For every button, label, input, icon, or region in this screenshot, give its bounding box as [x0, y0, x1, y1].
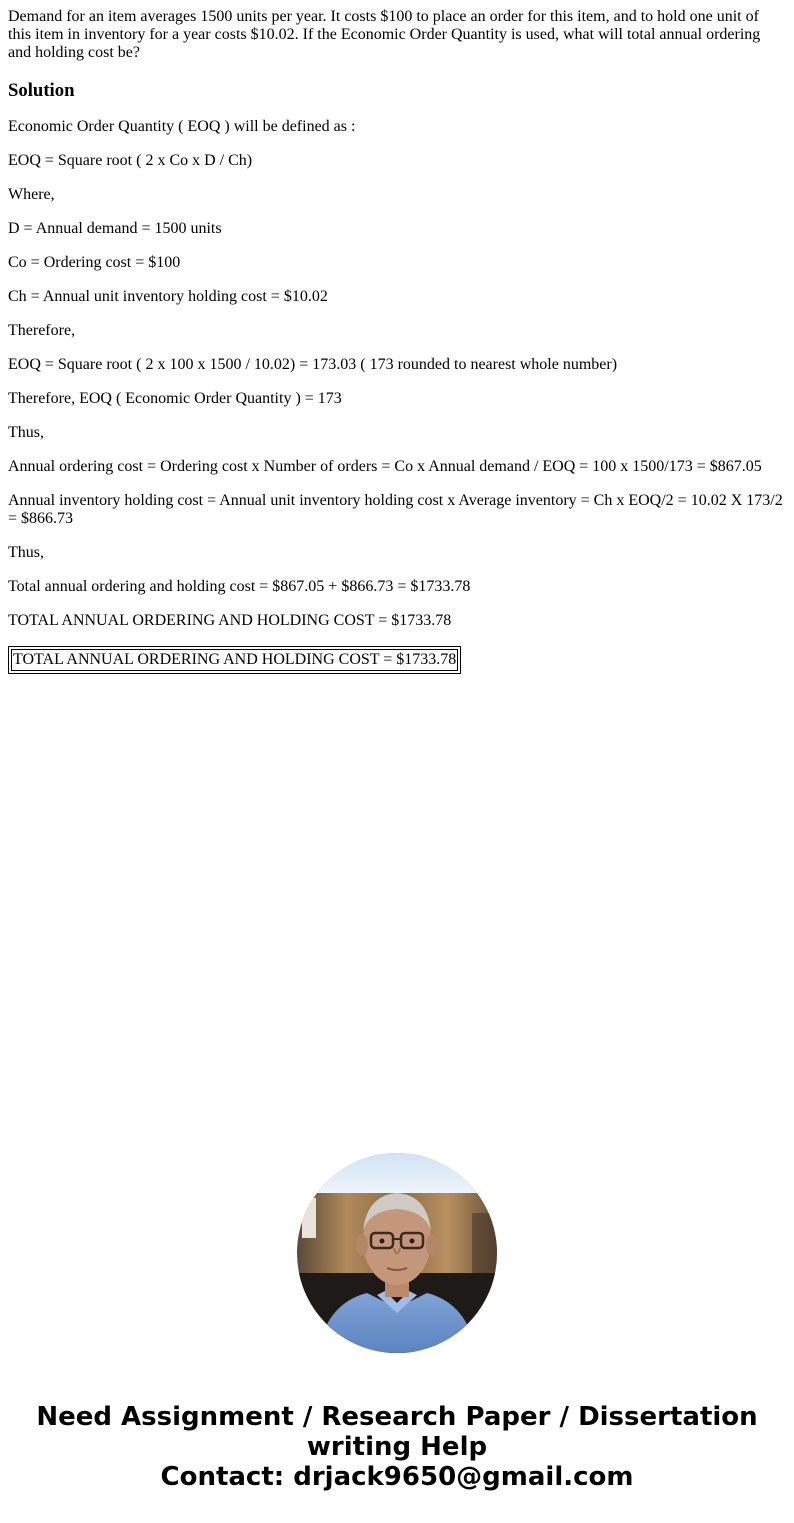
final-answer-box — [8, 646, 461, 674]
solution-step: Where, — [8, 186, 55, 203]
document-content — [8, 8, 786, 674]
promo-line: writing Help — [306, 1432, 488, 1462]
solution-step: Economic Order Quantity ( EOQ ) will be defined as : — [8, 118, 356, 135]
solution-step: Therefore, — [8, 322, 76, 339]
solution-step: Ch = Annual unit inventory holding cost = $10.02 — [8, 288, 328, 305]
solution-step: EOQ = Square root ( 2 x Co x D / Ch) — [8, 152, 253, 169]
solution-step: Annual ordering cost = Ordering cost x Number of orders = Co x Annual demand / EOQ = 100 x 1500/173 = $867.05 — [8, 458, 762, 475]
final-answer-text: TOTAL ANNUAL ORDERING AND HOLDING COST = $1733.78 — [11, 649, 458, 671]
question-text: Demand for an item averages 1500 units per year. It costs $100 to place an order for this item, and to hold one unit of this item in inventory for a year costs $10.02. If the Economic Order Quantity is used, what will total annual ordering and holding cost be? — [8, 8, 761, 61]
solution-step: TOTAL ANNUAL ORDERING AND HOLDING COST = $1733.78 — [8, 612, 452, 629]
solution-step: Annual inventory holding cost = Annual unit inventory holding cost x Average inventory = Ch x EOQ/2 = 10.02 X 173/2 = $866.73 — [8, 492, 783, 527]
author-photo — [297, 1153, 497, 1353]
author-portrait-icon — [297, 1153, 497, 1353]
solution-heading: Solution — [8, 80, 75, 101]
solution-step: Co = Ordering cost = $100 — [8, 254, 181, 271]
solution-step: Thus, — [8, 424, 44, 441]
solution-step: EOQ = Square root ( 2 x 100 x 1500 / 10.02) = 173.03 ( 173 rounded to nearest whole number) — [8, 356, 618, 373]
solution-step: Total annual ordering and holding cost = $867.05 + $866.73 = $1733.78 — [8, 578, 471, 595]
promo-contact: Contact: drjack9650@gmail.com — [160, 1462, 634, 1492]
promo-line: Need Assignment / Research Paper / Dissertation — [36, 1402, 758, 1432]
promo-banner — [0, 1402, 794, 1492]
solution-step: Therefore, EOQ ( Economic Order Quantity ) = 173 — [8, 390, 342, 407]
solution-step: D = Annual demand = 1500 units — [8, 220, 222, 237]
solution-step: Thus, — [8, 544, 44, 561]
